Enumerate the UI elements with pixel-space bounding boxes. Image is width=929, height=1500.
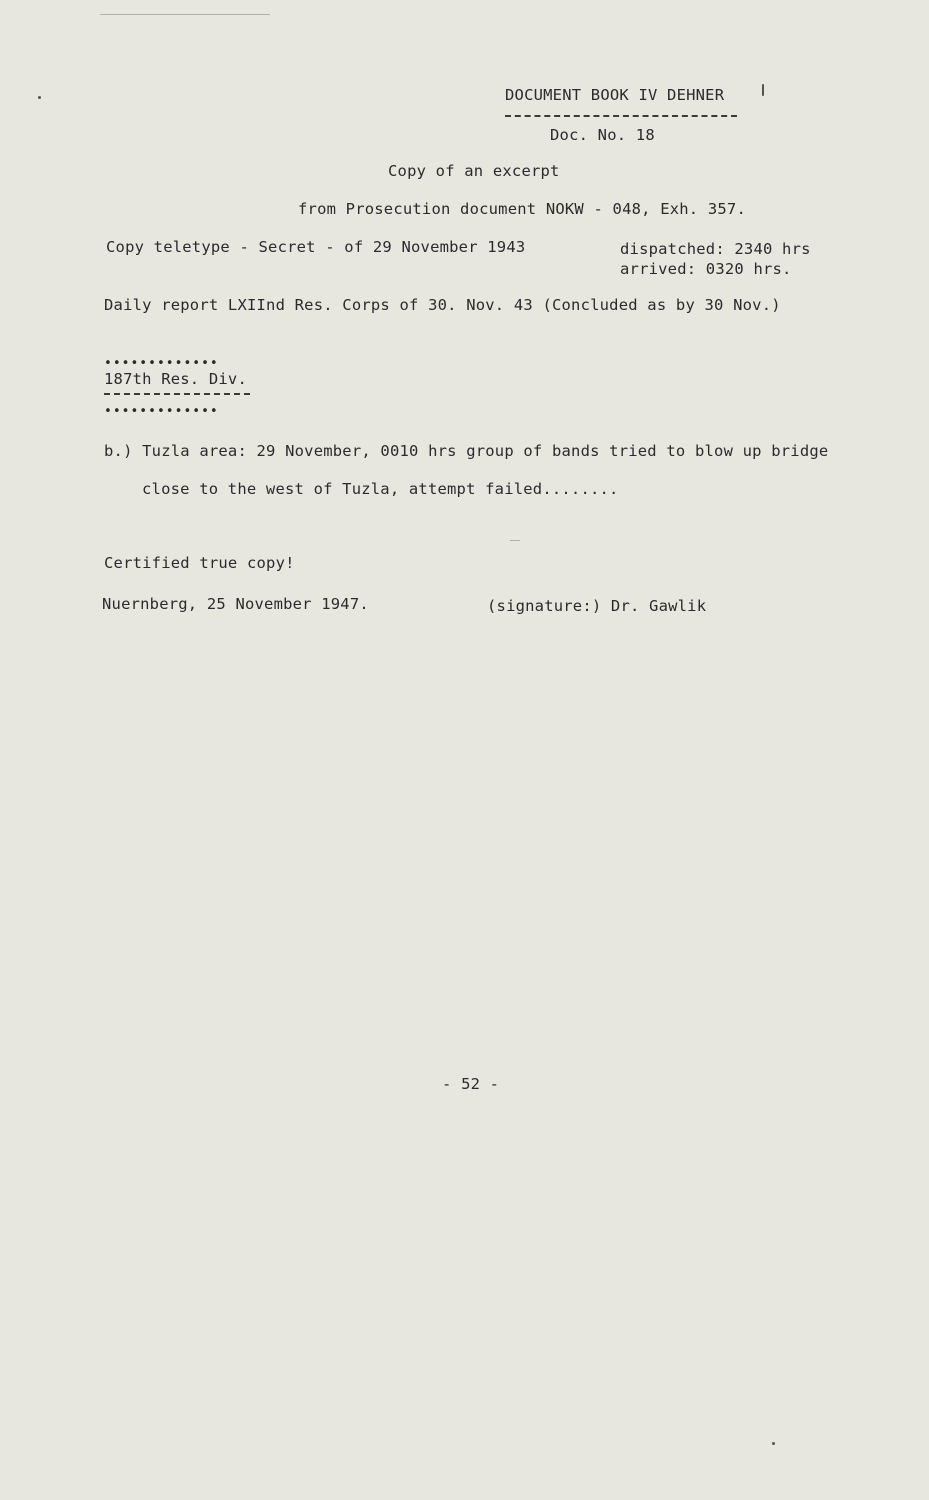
division-title: 187th Res. Div. (104, 370, 247, 388)
division-dots-bottom: ••••••••••••• (104, 404, 219, 419)
tuzla-entry-line-1: b.) Tuzla area: 29 November, 0010 hrs group of bands tried to blow up bridge (104, 442, 829, 460)
arrived-time: arrived: 0320 hrs. (620, 260, 792, 278)
signature-line: (signature:) Dr. Gawlik (487, 597, 707, 615)
page-number: - 52 - (442, 1075, 500, 1093)
dispatched-time: dispatched: 2340 hrs (620, 240, 811, 258)
document-number: Doc. No. 18 (550, 126, 655, 144)
place-and-date: Nuernberg, 25 November 1947. (102, 595, 369, 613)
daily-report-line: Daily report LXIInd Res. Corps of 30. Nov. 43 (Concluded as by 30 Nov.) (104, 296, 781, 314)
title-underline (505, 115, 737, 117)
certified-true-copy: Certified true copy! (104, 554, 295, 572)
paper-scratch (510, 540, 520, 541)
paper-speck (38, 96, 41, 99)
division-title-underline (104, 393, 250, 395)
document-book-title: DOCUMENT BOOK IV DEHNER (505, 86, 725, 104)
paper-speck (762, 84, 764, 96)
prosecution-document-reference: from Prosecution document NOKW - 048, Exh. 357. (298, 200, 746, 218)
paper-scratch (100, 14, 270, 15)
teletype-line: Copy teletype - Secret - of 29 November 1943 (106, 238, 526, 256)
division-dots-top: ••••••••••••• (104, 356, 219, 371)
paper-speck (772, 1442, 775, 1445)
tuzla-entry-line-2: close to the west of Tuzla, attempt failed........ (142, 480, 619, 498)
excerpt-heading: Copy of an excerpt (388, 162, 560, 180)
